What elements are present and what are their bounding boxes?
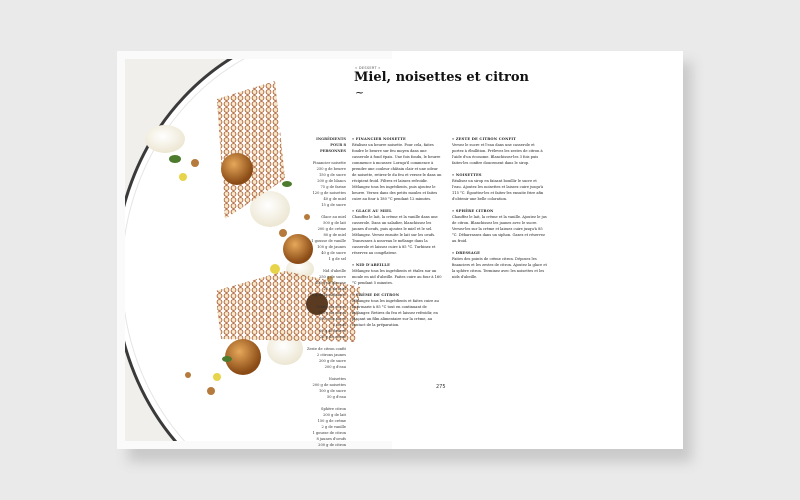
instructions-column-2 (452, 136, 547, 286)
step-heading: « DRESSAGE (452, 251, 481, 255)
ingredient-line: 20 g de crème (319, 335, 346, 339)
page-number: 275 (436, 384, 446, 390)
ingredient-group-gap (306, 448, 346, 454)
ingredient-line: 60 g de beurre (318, 329, 346, 333)
step (452, 136, 547, 166)
ingredient-line: 1 gousse de citron (312, 431, 346, 435)
step (352, 136, 442, 202)
ingredient-line: 200 g d'eau (324, 365, 346, 369)
ingredient-line: 75 g de farine (320, 185, 346, 189)
step (352, 208, 442, 256)
ingredient-line: 80 g de miel (323, 233, 346, 237)
step-text: Mélangez tous les ingrédients et étalez sur un moule en nid d'abeille. Faites cuire au four à 160 °C pendant 5 minutes. (352, 269, 442, 285)
ingredient-line: Zeste de citron confit (306, 347, 346, 351)
ingredient-line: 200 g de sucre (318, 359, 346, 363)
ingredient-line: 12 g de bicarbonate (309, 293, 346, 297)
ingredient-line: 100 g de glucose (315, 281, 346, 285)
ingredient-line: Glace au miel (321, 215, 346, 219)
ingredient-line: 200 g de noisettes (312, 383, 346, 387)
ingredient-line: 500 g de lait (323, 221, 346, 225)
ingredient-line: Financier noisette (312, 161, 346, 165)
ingredient-line: 100 g de sucre (318, 317, 346, 321)
ingredient-line: 200 g de blancs (317, 179, 346, 183)
ingredient-line: 2 g de vanille (321, 425, 346, 429)
ingredient-line: 100 g de sucre (318, 389, 346, 393)
ingredient-line: 200 g de crème (317, 227, 346, 231)
ingredient-line: 1 gousse de vanille (311, 239, 346, 243)
recipe-title: Miel, noisettes et citron (354, 70, 529, 85)
ingredient-line: 200 g de lait (323, 413, 346, 417)
ingredient-line: 150 g de citron (318, 311, 346, 315)
step-text: Versez le sucre et l'eau dans une casserole et portez à ébullition. Prélevez les zestes de citron à l'aide d'un économe. Blanchissez-les 3 fois puis faites-les confire doucement dans le sirop. (452, 143, 543, 165)
ingredient-line: Nid d'abeille (322, 269, 346, 273)
step-heading: « CRÈME DE CITRON (352, 293, 400, 297)
step-heading: « NID D'ABEILLE (352, 263, 391, 267)
step-text: Faites des points de crème citron. Déposez les financiers et les zestes de citron. Ajoutez la glace et la sphère citron. Terminez avec les noisettes et les nids d'abeille. (452, 257, 547, 279)
ingredients-header: INGRÉDIENTS POUR 8 PERSONNES (316, 137, 346, 153)
ingredient-line: 1 g de sel (328, 257, 346, 261)
step (352, 292, 442, 328)
ingredients-column (306, 136, 346, 454)
step-heading: « FINANCIER NOISETTE (352, 137, 406, 141)
ingredient-line: 40 g de miel (323, 197, 346, 201)
ingredient-line: 2 citrons jaunes (316, 353, 346, 357)
ingredient-line: 150 g de crème (317, 419, 346, 423)
ingredient-line: 15 g de sucre (321, 203, 346, 207)
step-text: Réalisez un sirop en faisant bouillir le sucre et l'eau. Ajoutez les noisettes et laissez cuire jusqu'à 115 °C. Égouttez-les et faites-les ensuite frire afin d'obtenir une belle coloration. (452, 179, 544, 201)
ingredient-line: 150 g de sucre (318, 173, 346, 177)
ingredient-line: 3 oeufs (332, 323, 346, 327)
step-heading: « ZESTE DE CITRON CONFIT (452, 137, 517, 141)
ingredient-line: 120 g de noisettes (312, 191, 346, 195)
step (452, 172, 547, 202)
step-text: Chauffez le lait, la crème et la vanille dans une casserole. Dans un saladier, blanchissez les jaunes d'oeufs, puis ajoutez le miel et le sel. Mélangez. Versez ensuite le lait sur les oeufs. Transvasez à nouveau le mélange dans la casserole et laissez cuire à 85 °C. Turbinez et réservez au congélateur. (352, 215, 438, 255)
recipe-kicker: « DESSERT » (355, 66, 381, 70)
step-text: Mélangez tous les ingrédients et faites cuire au bain-marie à 85 °C tout en continuant de mélanger. Retirez du feu et laissez refroidir, en plaçant un film alimentaire sur la crème, au contact de la préparation. (352, 299, 439, 327)
ingredient-line: Crème de citron (316, 305, 346, 309)
step-heading: « GLACE AU MIEL (352, 209, 392, 213)
ingredient-line: 250 g de sucre (318, 275, 346, 279)
instructions-column-1 (352, 136, 442, 334)
left-page (117, 51, 392, 449)
step (452, 208, 547, 244)
title-ornament: ~ (355, 86, 365, 99)
ingredient-line: 200 g de citron (318, 443, 346, 447)
ingredient-line: 25 g de miel (323, 287, 346, 291)
step-text: Réalisez un beurre noisette. Pour cela, faites fondre le beurre sur feu moyen dans une casserole à fond épais. Une fois fondu, le beurre commence à mousser. Lorsqu'il commence à prendre une couleur châtain clair et une odeur de noisette, retirez-le du feu et versez-le dans un récipient froid. Filtrez et laissez refroidir. Mélangez tous les ingrédients, puis ajoutez le beurre. Versez dans des petits moules et faites cuire au four à 180 °C pendant 12 minutes. (352, 143, 442, 201)
step (452, 250, 547, 280)
step-text: Chauffez le lait, la crème et la vanille. Ajoutez le jus de citron. Blanchissez les jaunes avec le sucre. Versez-les sur la crème et laissez cuire jusqu'à 85 °C. Débarrassez dans un siphon. Gazez et réservez au froid. (452, 215, 547, 243)
ingredient-line: Sphère citron (321, 407, 346, 411)
ingredients-list (306, 160, 346, 454)
step-heading: « SPHÈRE CITRON (452, 209, 494, 213)
ingredient-line: Noisettes (328, 377, 346, 381)
ingredient-line: 8 jaunes d'oeufs (316, 437, 346, 441)
ingredient-line: 40 g de sucre (321, 251, 346, 255)
step-heading: « NOISETTES (452, 173, 482, 177)
ingredient-line: 100 g de jaunes (317, 245, 346, 249)
ingredient-line: 50 g d'eau (326, 395, 346, 399)
ingredient-line: 250 g de beurre (316, 167, 346, 171)
step (352, 262, 442, 286)
